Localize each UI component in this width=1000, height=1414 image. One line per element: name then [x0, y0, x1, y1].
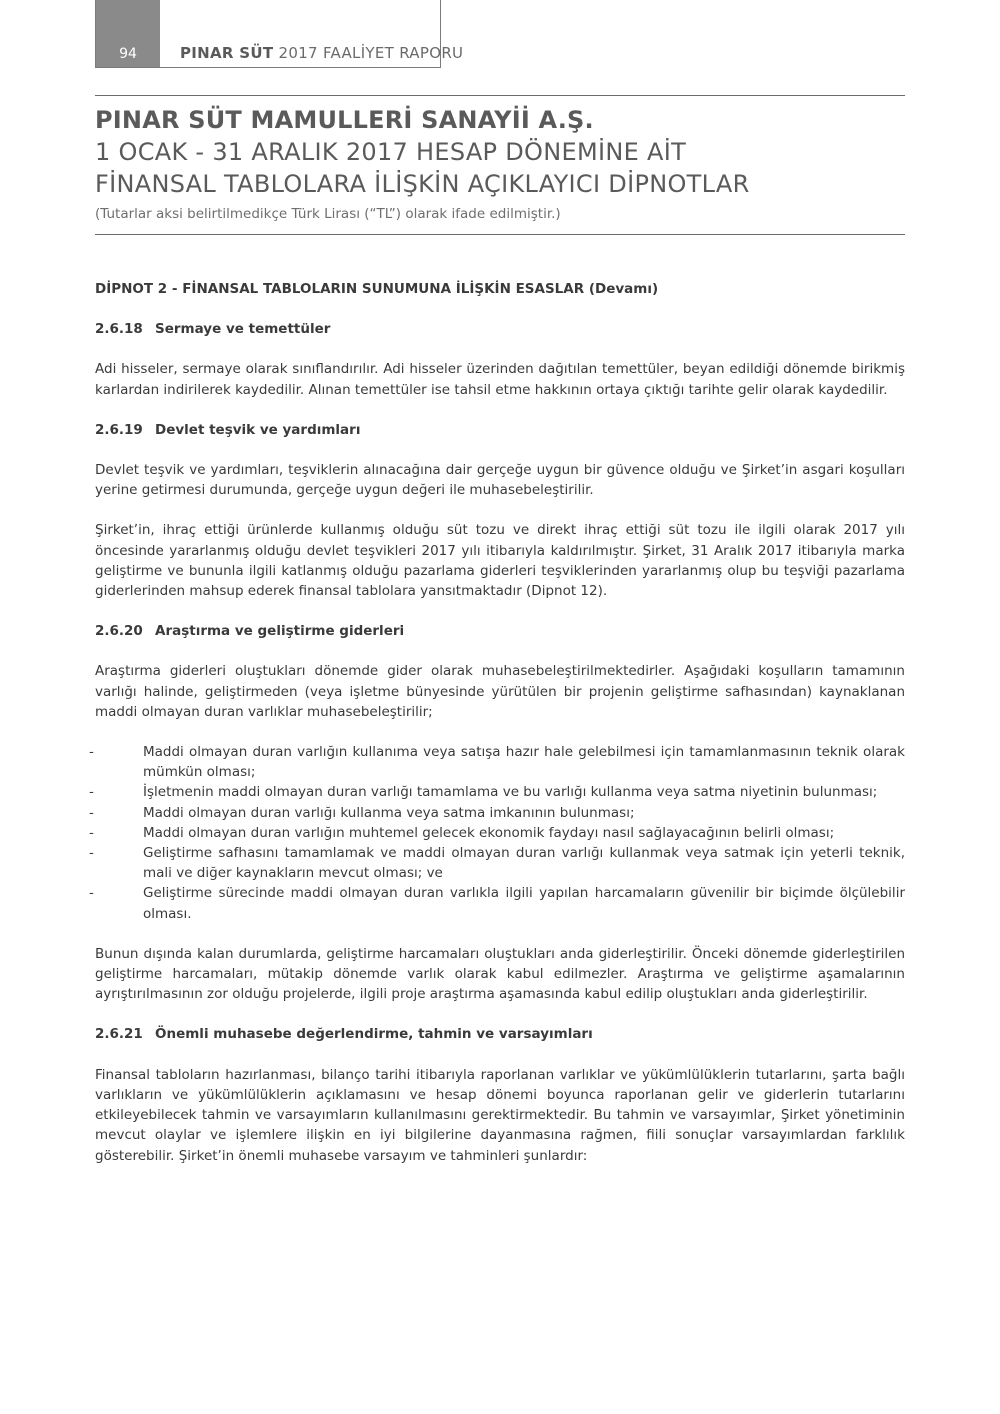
top-rule — [95, 95, 905, 96]
list-dash: - — [89, 824, 94, 841]
paragraph: Şirket’in, ihraç ettiği ürünlerde kullanmış olduğu süt tozu ve direkt ihraç ettiği süt tozu ile ilgili olarak 2017 yılı öncesinde yararlanmış olduğu devlet teşvikleri 2017 yılı itibarıyla kaldırılmıştır. Şirket, 31 Aralık 2017 itibarıyla marka geliştirme ve bununla ilgili katlanmış olduğu pazarlama giderleri teşviklerinden yararlanmış olup bu teşviği pazarlama giderlerinden mahsup ederek finansal tablolara yansıtmaktadır (Dipnot 12). — [95, 522, 905, 600]
list-item — [89, 823, 905, 843]
report-title — [180, 44, 463, 62]
paragraph: Finansal tabloların hazırlanması, bilanço tarihi itibarıyla raporlanan varlıklar ve yükümlülüklerin tutarlarını, şarta bağlı varlıkların ve yükümlülüklerin açıklamasını ve hesap dönemi boyunca raporlanan gelir ve giderlerin tutarlarını etkileyebilecek tahmin ve varsayımların kullanılmasını gerektirmektedir. Bu tahmin ve varsayımlar, Şirket yönetiminin mevcut olaylar ve işlemlere ilişkin en iyi bilgilerine dayanmasına rağmen, fiili sonuçlar varsayımlardan farklılık gösterebilir. Şirket’in önemli muhasebe varsayım ve tahminleri şunlardır: — [95, 1066, 905, 1164]
section-title: Önemli muhasebe değerlendirme, tahmin ve varsayımları — [155, 1026, 593, 1043]
list-item-text: Maddi olmayan duran varlığın kullanıma veya satışa hazır hale gelebilmesi için tamamlanmasının teknik olarak mümkün olması; — [143, 744, 905, 781]
section-heading-2-6-21 — [95, 1024, 905, 1044]
list-dash: - — [89, 784, 94, 801]
list-item — [89, 883, 905, 923]
main-heading: DİPNOT 2 - FİNANSAL TABLOLARIN SUNUMUNA İLİŞKİN ESASLAR (Devamı) — [95, 281, 659, 297]
conditions-list — [89, 742, 905, 924]
list-item — [89, 843, 905, 883]
section-number: 2.6.18 — [95, 321, 143, 338]
paragraph: Devlet teşvik ve yardımları, teşviklerin alınacağına dair gerçeğe uygun bir güvence olduğu ve Şirket’in asgari koşulları yerine getirmesi durumunda, gerçeğe uygun değeri ile muhasebeleştirilir. — [95, 462, 905, 499]
title-rule — [95, 234, 905, 235]
list-dash: - — [89, 744, 94, 761]
section-title: Devlet teşvik ve yardımları — [155, 421, 361, 438]
list-item-text: Maddi olmayan duran varlığı kullanma veya satma imkanının bulunması; — [143, 804, 635, 821]
list-item — [89, 803, 905, 823]
report-title-bold: PINAR SÜT — [180, 44, 274, 62]
paragraph: Araştırma giderleri oluştukları dönemde gider olarak muhasebeleştirilmektedirler. Aşağıdaki koşulların tamamının varlığı halinde, geliştirmeden (veya işletme bünyesinde yürütülen bir projenin geliştirme safhasından) kaynaklanan maddi olmayan duran varlıklar muhasebeleştirilir; — [95, 663, 905, 720]
list-item-text: İşletmenin maddi olmayan duran varlığı tamamlama ve bu varlığı kullanma veya satma niyetinin bulunması; — [143, 784, 878, 801]
list-dash: - — [89, 885, 94, 902]
section-heading-2-6-18 — [95, 319, 905, 339]
list-item — [89, 742, 905, 782]
page-number: 94 — [96, 0, 160, 67]
list-item-text: Maddi olmayan duran varlığın muhtemel gelecek ekonomik faydayı nasıl sağlayacağının belirli olması; — [143, 824, 835, 841]
list-item-text: Geliştirme sürecinde maddi olmayan duran varlıkla ilgili yapılan harcamaların güvenilir bir biçimde ölçülebilir olması. — [143, 885, 905, 922]
paragraph: Adi hisseler, sermaye olarak sınıflandırılır. Adi hisseler üzerinden dağıtılan temettüler, beyan edildiği dönemde birikmiş karlardan indirilerek kaydedilir. Alınan temettüler ise tahsil etme hakkının ortaya çıktığı tarihte gelir olarak kaydedilir. — [95, 361, 905, 398]
section-title: Sermaye ve temettüler — [155, 321, 331, 338]
section-number: 2.6.21 — [95, 1026, 143, 1043]
section-heading-2-6-19 — [95, 420, 905, 440]
list-item-text: Geliştirme safhasını tamamlamak ve maddi olmayan duran varlığı kullanmak veya satmak için yeterli teknik, mali ve diğer kaynakların mevcut olması; ve — [143, 845, 905, 882]
paragraph: Bunun dışında kalan durumlarda, geliştirme harcamaları oluştukları anda giderleştirilir. Önceki dönemde giderleştirilen geliştirme harcamaları, mütakip dönemde varlık olarak kabul edilmezler. Araştırma ve geliştirme aşamalarının ayrıştırılmasının zor olduğu projelerde, ilgili proje araştırma aşamasında kabul edilip oluştukları anda giderleştirilir. — [95, 945, 905, 1003]
period-title: 1 OCAK - 31 ARALIK 2017 HESAP DÖNEMİNE AİT — [95, 138, 687, 166]
list-item — [89, 782, 905, 802]
section-heading-2-6-20 — [95, 621, 905, 641]
document-subtitle: FİNANSAL TABLOLARA İLİŞKİN AÇIKLAYICI DİPNOTLAR — [95, 170, 750, 198]
report-title-rest: 2017 FAALİYET RAPORU — [273, 44, 464, 62]
currency-note: (Tutarlar aksi belirtilmedikçe Türk Lirası (“TL”) olarak ifade edilmiştir.) — [95, 206, 561, 222]
document-body — [89, 279, 905, 1186]
page-header-tab — [95, 0, 464, 68]
section-number: 2.6.20 — [95, 623, 143, 640]
company-name: PINAR SÜT MAMULLERİ SANAYİİ A.Ş. — [95, 106, 594, 134]
list-dash: - — [89, 804, 94, 821]
section-title: Araştırma ve geliştirme giderleri — [155, 623, 405, 640]
section-number: 2.6.19 — [95, 421, 143, 438]
list-dash: - — [89, 845, 94, 862]
title-block — [95, 104, 905, 222]
